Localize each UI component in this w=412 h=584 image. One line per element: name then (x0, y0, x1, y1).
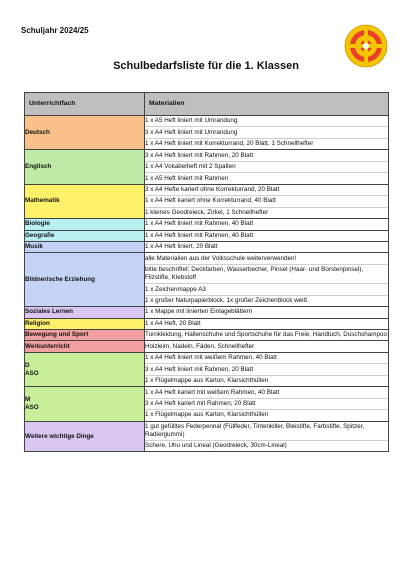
material-item: 1 x A4 Heft, 20 Blatt (145, 319, 201, 327)
subject-cell: Musik (25, 241, 145, 252)
materials-cell (145, 184, 389, 218)
material-item: 3 x A4 Heft kariert mit Rahmen, 20 Blatt (145, 398, 388, 409)
table-row (25, 219, 389, 230)
page-title: Schulbedarfsliste für die 1. Klassen (113, 60, 299, 72)
table-row (25, 318, 389, 329)
material-item: Turnkleidung, Hallenschuhe und Sportschuhe für das Freie, Handtuch, Duschshampoo (145, 331, 387, 339)
material-item: 3 x A4 Heft liniert mit Rahmen, 20 Blatt (145, 151, 254, 159)
material-item: 1 x A5 Heft liniert mit Umrandung (145, 117, 238, 125)
materials-cell (145, 230, 389, 241)
table-row (25, 150, 389, 184)
materials-cell (145, 387, 389, 421)
material-item: 1 x A4 Heft liniert mit weißem Rahmen, 40 Blatt (145, 354, 277, 362)
table-row (25, 241, 389, 252)
subject-cell: Mathematik (25, 184, 145, 218)
subject-cell (25, 387, 145, 421)
table-row (25, 307, 389, 318)
material-item: 1 gut gefülltes Federpennal (Füllfeder, Tintenkiller, Bleistifte, Farbstifte, Spitzer, Radiergummi) (145, 422, 365, 438)
subject-cell: Biologie (25, 219, 145, 230)
subject-cell: Geografie (25, 230, 145, 241)
materials-cell (145, 307, 389, 318)
table-row (25, 116, 389, 150)
material-item: 1 x A4 Vokabelheft mit 2 Spalten (145, 161, 388, 172)
table-row (25, 341, 389, 352)
material-item: 1 kleines Geodreieck, Zirkel, 1 Schnellhefter (145, 207, 388, 218)
material-item: 3 x A4 Heft liniert mit Rahmen, 20 Blatt (145, 363, 388, 374)
subject-cell: Soziales Lernen (25, 307, 145, 318)
subject-cell: Bildnerische Erziehung (25, 253, 145, 307)
materials-cell (145, 421, 389, 452)
material-item: 1 x A4 Heft kariert ohne Korrekturrand, 40 Blatt (145, 195, 388, 206)
subject-label: D (25, 361, 30, 369)
materials-cell (145, 341, 389, 352)
subject-cell: Weitere wichtige Dinge (25, 421, 145, 452)
materials-cell (145, 241, 389, 252)
subject-cell: Bewegung und Sport (25, 330, 145, 341)
material-item: Schere, Uhu und Lineal (Geodreieck, 30cm-Lineal) (145, 440, 388, 451)
table-header-row (25, 93, 389, 116)
table-row (25, 253, 389, 307)
subject-label: ASO (25, 403, 39, 411)
subject-label: ASO (25, 369, 39, 377)
material-item: 1 x Flügelmappe aus Karton, Klarsichthüllen (145, 375, 388, 386)
material-item: 1 x Flügelmappe aus Karton, Klarsichthüllen (145, 409, 388, 420)
material-item: 1 x A5 Heft liniert mit Rahmen (145, 172, 388, 183)
subject-cell: Deutsch (25, 116, 145, 150)
materials-cell (145, 318, 389, 329)
subject-cell: Englisch (25, 150, 145, 184)
subject-cell (25, 352, 145, 386)
school-year: Schuljahr 2024/25 (21, 26, 89, 35)
materials-column-header: Materialien (145, 93, 389, 116)
material-item: bitte beschriftet: Deckfarben, Wasserbecher, Pinsel (Haar- und Borstenpinsel), Filzstifte, Klebstoff (145, 264, 388, 283)
subject-cell: Werkunterricht (25, 341, 145, 352)
material-item: 1 x A4 Heft kariert mit weißem Rahmen, 40 Blatt (145, 388, 280, 396)
materials-cell (145, 330, 389, 341)
material-item: Holzleim, Nadeln, Fäden, Schnellhefter (145, 342, 255, 350)
table-row (25, 421, 389, 452)
material-item: 1 x A4 Heft liniert mit Rahmen, 40 Blatt (145, 231, 254, 239)
material-item: 1 x Mappe mit linierten Einlageblättern (145, 308, 253, 316)
subject-column-header: Unterrichtfach (25, 93, 145, 116)
table-row (25, 230, 389, 241)
materials-cell (145, 219, 389, 230)
material-item: 3 x A4 Heft liniert mit Umrandung (145, 126, 388, 137)
table-row (25, 352, 389, 386)
materials-cell (145, 116, 389, 150)
material-item: 1 x A4 Heft liniert, 20 Blatt (145, 243, 218, 251)
material-item: 3 x A4 Hefte kariert ohne Korrekturrand, 20 Blatt (145, 186, 280, 194)
table-row (25, 184, 389, 218)
supply-table (24, 92, 389, 452)
material-item: alle Materialien aus der Volksschule weiterverwenden! (145, 254, 297, 262)
material-item: 1 x Zeichenmappe A3 (145, 283, 388, 294)
materials-cell (145, 253, 389, 307)
table-row (25, 330, 389, 341)
table-row (25, 387, 389, 421)
material-item: 1 x A4 Heft liniert mit Rahmen, 40 Blatt (145, 220, 254, 228)
material-item: 1 x A4 Heft liniert mit Korrekturrand, 20 Blatt, 1 Schnellhefter (145, 138, 388, 149)
materials-cell (145, 150, 389, 184)
materials-cell (145, 352, 389, 386)
subject-cell: Religion (25, 318, 145, 329)
subject-label: M (25, 396, 31, 404)
material-item: 1 x großer Naturpapierblock, 1x großer Zeichenblock weiß (145, 295, 388, 306)
